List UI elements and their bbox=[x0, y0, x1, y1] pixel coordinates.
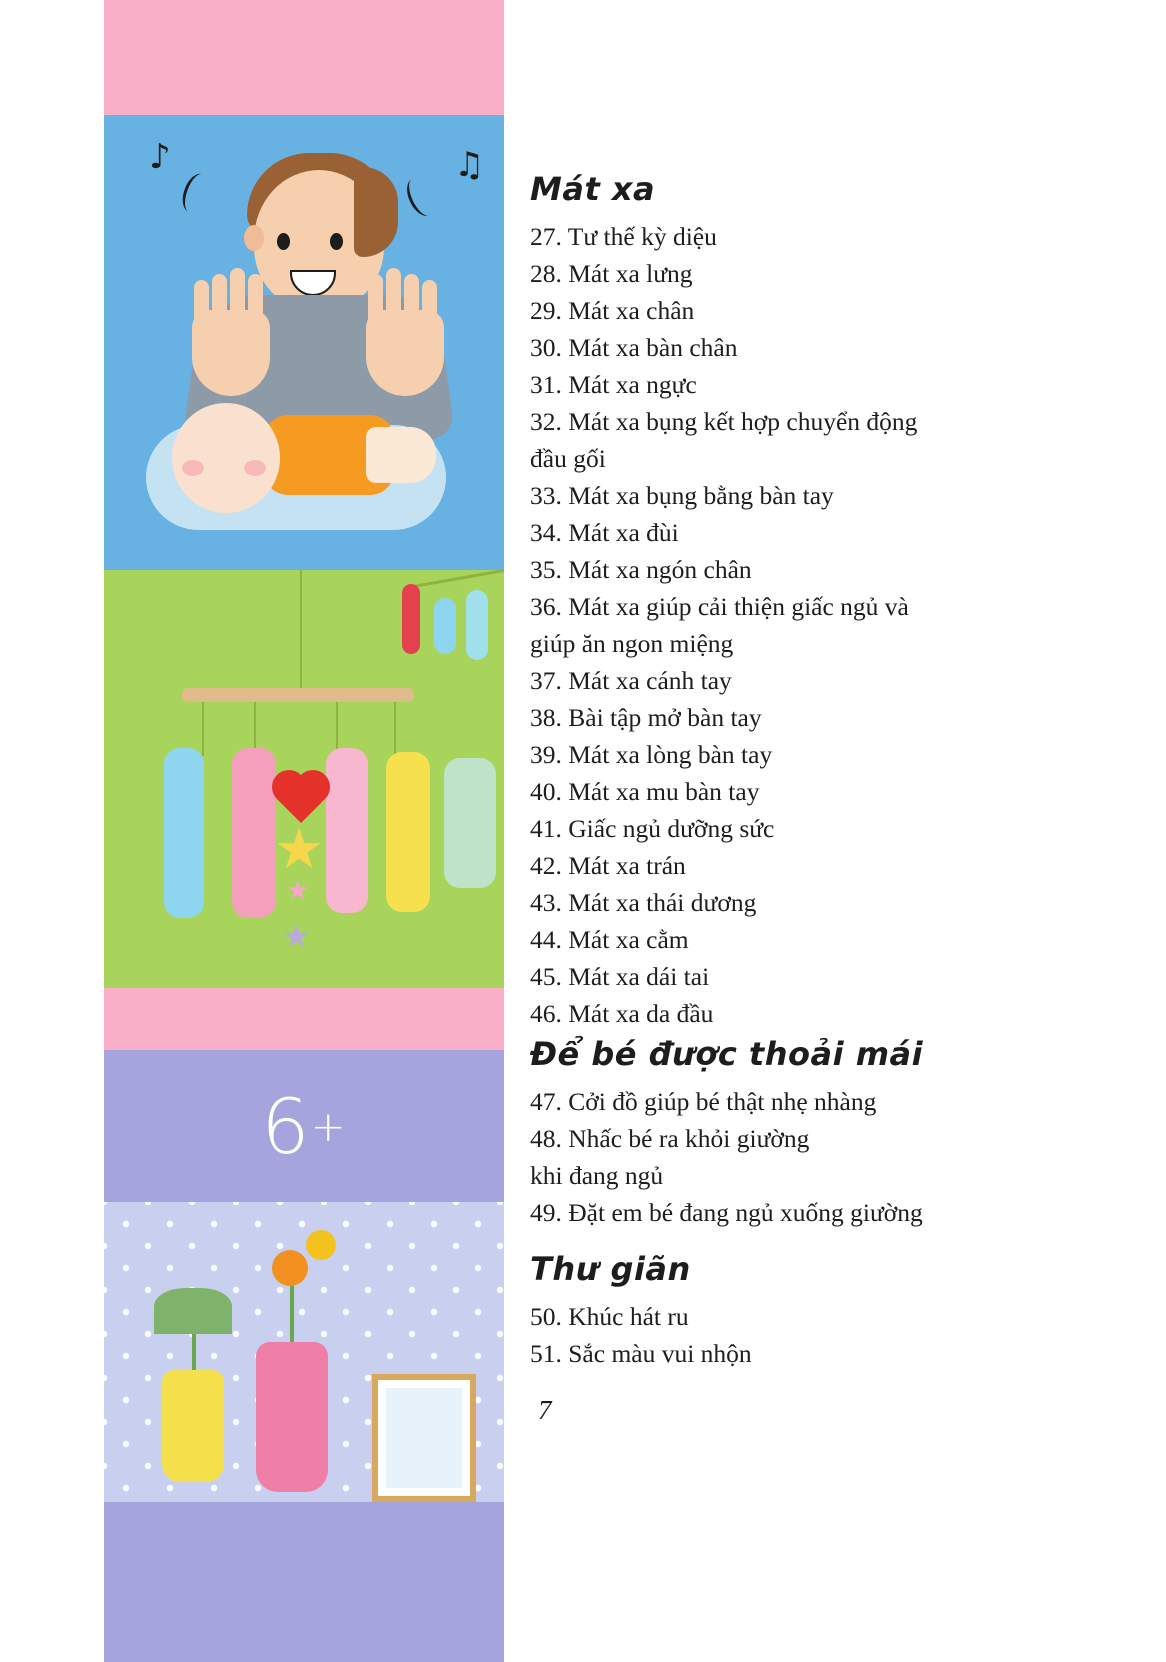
toc-entry[interactable]: 42. Mát xa trán bbox=[530, 851, 686, 880]
toy-rattle-blue bbox=[434, 598, 456, 654]
music-note-icon: ♪ bbox=[149, 137, 171, 177]
father-eye-left bbox=[277, 233, 290, 250]
toc-entry[interactable]: 50. Khúc hát ru bbox=[530, 1302, 689, 1331]
age-badge-value: 6 bbox=[261, 1081, 311, 1171]
band-pink-middle bbox=[104, 988, 504, 1050]
mobile-cord bbox=[300, 570, 302, 690]
band-age-badge bbox=[104, 1050, 504, 1202]
section-massage bbox=[530, 170, 1090, 1032]
toy-rattle-cyan bbox=[466, 590, 488, 660]
band-vases-illustration bbox=[104, 1202, 504, 1502]
sound-squiggle-icon bbox=[402, 174, 440, 220]
vase-yellow bbox=[162, 1370, 224, 1482]
toc-entry[interactable]: 33. Mát xa bụng bằng bàn tay bbox=[530, 481, 834, 510]
section-title: Để bé được thoải mái bbox=[530, 1035, 924, 1073]
toy-rattle-red bbox=[402, 584, 420, 654]
toc-entry-continuation[interactable]: giúp ăn ngon miệng bbox=[530, 629, 734, 658]
greenery-plant bbox=[154, 1288, 232, 1334]
toy-ribbon-pink-2 bbox=[326, 748, 368, 913]
age-badge-suffix: + bbox=[310, 1101, 347, 1151]
father-eye-right bbox=[330, 233, 343, 250]
flower-orange bbox=[272, 1250, 308, 1286]
band-pink-top bbox=[104, 0, 504, 115]
toy-ribbon-blue bbox=[164, 748, 204, 918]
section-title: Thư giãn bbox=[530, 1250, 691, 1288]
star-icon-purple: ★ bbox=[282, 918, 311, 954]
toc-entry[interactable]: 38. Bài tập mở bàn tay bbox=[530, 703, 762, 732]
toc-entry[interactable]: 51. Sắc màu vui nhộn bbox=[530, 1339, 752, 1368]
star-icon-small: ★ bbox=[286, 876, 310, 905]
toc-entry[interactable]: 47. Cởi đồ giúp bé thật nhẹ nhàng bbox=[530, 1087, 877, 1116]
baby-legs bbox=[366, 427, 436, 483]
toc-entry[interactable]: 34. Mát xa đùi bbox=[530, 518, 679, 547]
toc-entry[interactable]: 37. Mát xa cánh tay bbox=[530, 666, 732, 695]
band-father-baby-illustration bbox=[104, 115, 504, 570]
toy-ribbon-green bbox=[444, 758, 496, 888]
toc-entry[interactable]: 39. Mát xa lòng bàn tay bbox=[530, 740, 773, 769]
picture-frame-inner bbox=[386, 1388, 462, 1488]
section-title: Mát xa bbox=[530, 170, 656, 208]
section-comfort bbox=[530, 1035, 1090, 1231]
toy-ribbon-yellow bbox=[386, 752, 430, 912]
heart-icon bbox=[277, 775, 325, 823]
band-purple-bottom bbox=[104, 1502, 504, 1662]
toc-entry[interactable]: 28. Mát xa lưng bbox=[530, 259, 693, 288]
table-of-contents bbox=[530, 0, 1090, 1662]
toc-entry[interactable]: 46. Mát xa da đầu bbox=[530, 999, 714, 1028]
page-number: 7 bbox=[538, 1395, 552, 1425]
father-hair-side bbox=[354, 167, 398, 257]
toc-entry-continuation[interactable]: khi đang ngủ bbox=[530, 1161, 664, 1190]
toc-entry[interactable]: 29. Mát xa chân bbox=[530, 296, 695, 325]
toc-entry[interactable]: 41. Giấc ngủ dưỡng sức bbox=[530, 814, 775, 843]
toc-entry[interactable]: 44. Mát xa cằm bbox=[530, 925, 689, 954]
baby-cheek-right bbox=[244, 460, 266, 476]
vase-pink bbox=[256, 1342, 328, 1492]
star-icon: ★ bbox=[274, 819, 325, 881]
toy-ribbon-pink bbox=[232, 748, 276, 918]
toc-entry[interactable]: 40. Mát xa mu bàn tay bbox=[530, 777, 760, 806]
sound-squiggle-icon bbox=[178, 170, 213, 215]
toc-entry[interactable]: 36. Mát xa giúp cải thiện giấc ngủ và bbox=[530, 592, 909, 621]
toc-entry[interactable]: 43. Mát xa thái dương bbox=[530, 888, 757, 917]
father-ear bbox=[244, 225, 264, 251]
toc-entry[interactable]: 31. Mát xa ngực bbox=[530, 370, 697, 399]
flower-yellow bbox=[306, 1230, 336, 1260]
father-hand-left bbox=[192, 310, 270, 396]
toc-entry[interactable]: 32. Mát xa bụng kết hợp chuyển động bbox=[530, 407, 918, 436]
music-note-icon: ♫ bbox=[454, 145, 485, 185]
baby-cheek-left bbox=[182, 460, 204, 476]
age-badge bbox=[104, 1050, 504, 1202]
toc-entry[interactable]: 45. Mát xa dái tai bbox=[530, 962, 710, 991]
toc-entry[interactable]: 49. Đặt em bé đang ngủ xuống giường bbox=[530, 1198, 923, 1227]
band-mobile-toys-illustration bbox=[104, 570, 504, 988]
mobile-bar bbox=[182, 688, 414, 702]
baby-head bbox=[172, 403, 280, 513]
picture-frame bbox=[372, 1374, 476, 1502]
toc-entry-continuation[interactable]: đầu gối bbox=[530, 444, 606, 473]
toc-entry[interactable]: 48. Nhấc bé ra khỏi giường bbox=[530, 1124, 810, 1153]
toc-entry[interactable]: 27. Tư thế kỳ diệu bbox=[530, 222, 717, 251]
section-relax bbox=[530, 1250, 1090, 1372]
illustration-column bbox=[104, 0, 504, 1662]
father-hand-right bbox=[366, 310, 444, 396]
toc-entry[interactable]: 35. Mát xa ngón chân bbox=[530, 555, 752, 584]
toc-entry[interactable]: 30. Mát xa bàn chân bbox=[530, 333, 738, 362]
